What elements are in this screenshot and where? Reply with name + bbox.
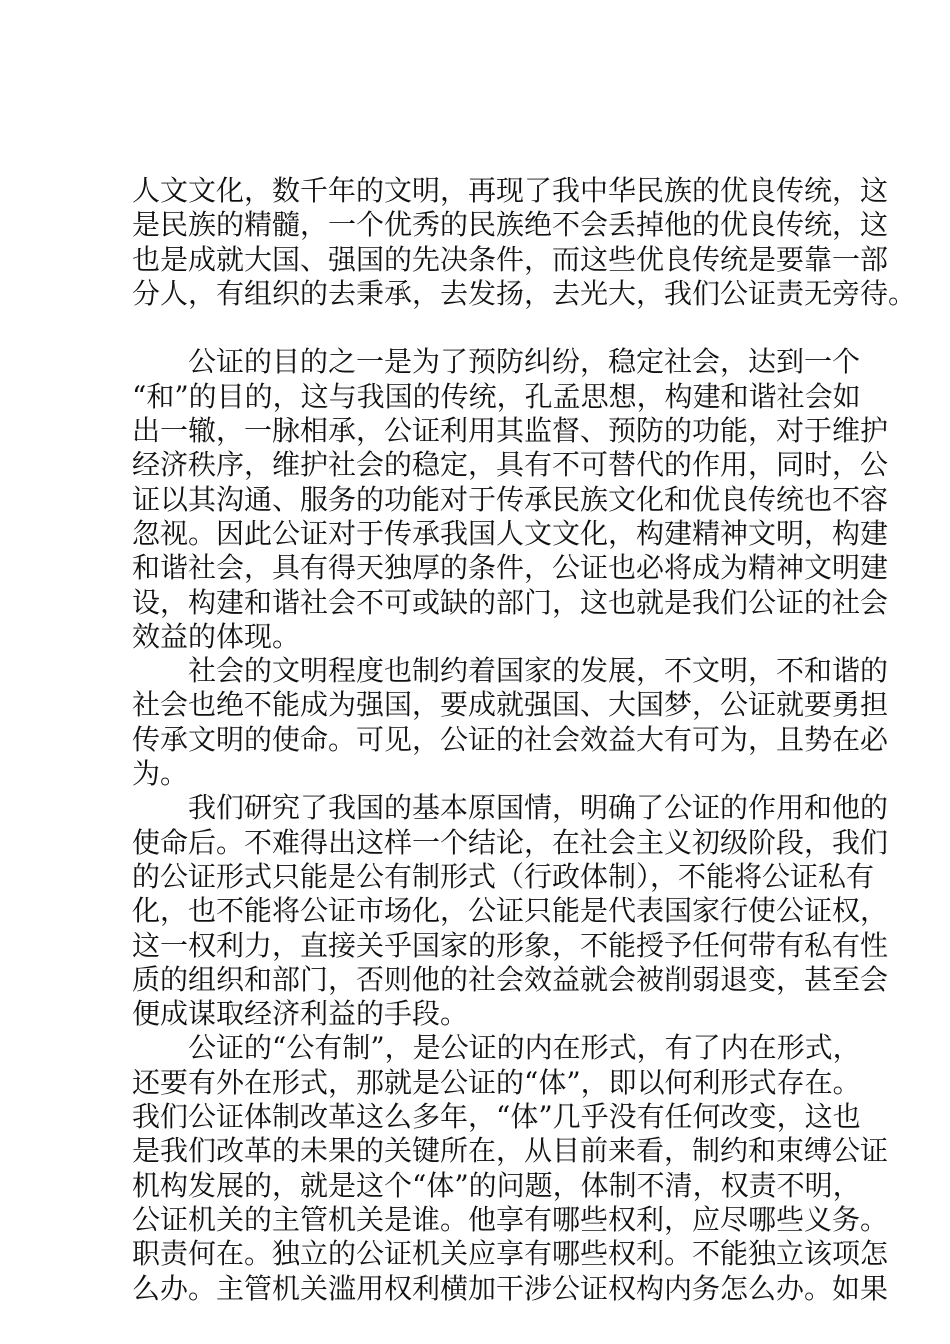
- text-line: 社会也绝不能成为强国，要成就强国、大国梦，公证就要勇担: [132, 688, 889, 722]
- text-line: 人文文化，数千年的文明，再现了我中华民族的优良传统，这: [132, 174, 889, 207]
- text-line: 分人，有组织的去秉承，去发扬，去光大，我们公证责无旁待。: [132, 276, 917, 310]
- paragraph-5: [132, 1031, 889, 1305]
- text-line: 我们公证体制改革这么多年，“体”几乎没有任何改变，这也: [132, 1100, 861, 1134]
- text-line: 设，构建和谐社会不可或缺的部门，这也就是我们公证的社会: [132, 585, 889, 619]
- text-line: 职责何在。独立的公证机关应享有哪些权利。不能独立该项怎: [132, 1237, 889, 1271]
- text-line: 证以其沟通、服务的功能对于传承民族文化和优良传统也不容: [132, 482, 889, 516]
- text-line: 这一权利力，直接关乎国家的形象，不能授予任何带有私有性: [132, 928, 889, 962]
- text-line: “和”的目的，这与我国的传统，孔孟思想，构建和谐社会如: [132, 379, 861, 413]
- text-line: 是民族的精髓，一个优秀的民族绝不会丢掉他的优良传统，这: [132, 208, 889, 242]
- text-line: 是我们改革的未果的关键所在，从目前来看，制约和束缚公证: [132, 1134, 889, 1168]
- text-line: 化，也不能将公证市场化，公证只能是代表国家行使公证权，: [132, 894, 889, 928]
- paragraph-1: [132, 174, 917, 311]
- paragraph-4: [132, 791, 889, 1031]
- text-line: 公证机关的主管机关是谁。他享有哪些权利，应尽哪些义务。: [132, 1202, 889, 1236]
- text-line: 也是成就大国、强国的先决条件，而这些优良传统是要靠一部: [132, 242, 889, 276]
- text-line: 社会的文明程度也制约着国家的发展，不文明，不和谐的: [132, 654, 889, 688]
- text-line: 我们研究了我国的基本原国情，明确了公证的作用和他的: [132, 791, 889, 825]
- text-line: 出一辙，一脉相承，公证利用其监督、预防的功能，对于维护: [132, 414, 889, 448]
- text-line: 质的组织和部门，否则他的社会效益就会被削弱退变，甚至会: [132, 962, 889, 996]
- text-line: 机构发展的，就是这个“体”的问题，体制不清，权责不明，: [132, 1168, 861, 1202]
- text-line: 公证的“公有制”，是公证的内在形式，有了内在形式，: [132, 1031, 861, 1065]
- paragraph-gap: [132, 311, 837, 345]
- text-line: 和谐社会，具有得天独厚的条件，公证也必将成为精神文明建: [132, 551, 889, 585]
- text-line: 便成谋取经济利益的手段。: [132, 997, 469, 1031]
- text-line: 忽视。因此公证对于传承我国人文文化，构建精神文明，构建: [132, 516, 889, 550]
- text-line: 的公证形式只能是公有制形式（行政体制），不能将公证私有: [132, 859, 875, 893]
- text-line: 经济秩序，维护社会的稳定，具有不可替代的作用，同时，公: [132, 448, 889, 482]
- text-line: 传承文明的使命。可见，公证的社会效益大有可为，且势在必: [132, 722, 889, 756]
- text-line: 使命后。不难得出这样一个结论，在社会主义初级阶段，我们: [132, 825, 889, 859]
- paragraph-2: [132, 345, 889, 654]
- paragraph-3: [132, 654, 889, 791]
- text-line: 还要有外在形式，那就是公证的“体”，即以何利形式存在。: [132, 1065, 861, 1099]
- text-line: 为。: [132, 757, 189, 791]
- text-line: 么办。主管机关滥用权利横加干涉公证权构内务怎么办。如果: [132, 1271, 889, 1305]
- text-line: 效益的体现。: [132, 619, 301, 653]
- text-line: 公证的目的之一是为了预防纠纷，稳定社会，达到一个: [132, 345, 861, 379]
- document-body: [132, 174, 917, 1306]
